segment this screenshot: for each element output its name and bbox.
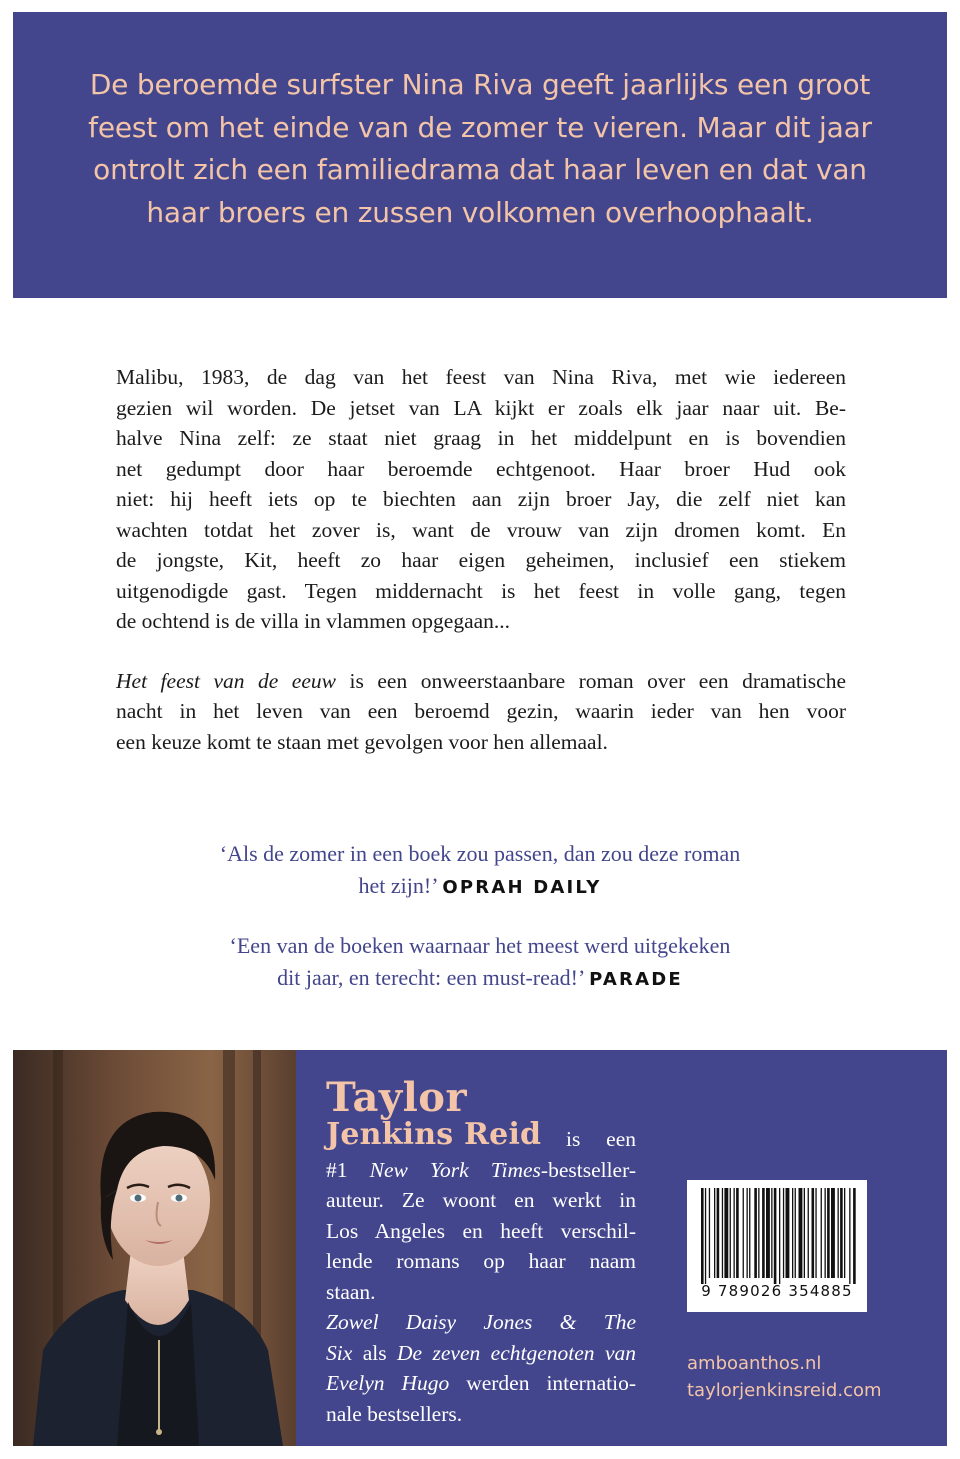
website-links: [687, 1350, 882, 1404]
bio-line: staan.: [326, 1279, 376, 1304]
author-bio: [326, 1124, 636, 1429]
quote-line: [0, 962, 960, 996]
author-first-name: Taylor: [326, 1074, 468, 1121]
blurb-text: is een onweerstaanbare roman over een dramatische: [336, 668, 847, 693]
tagline: [13, 64, 947, 234]
bio-line: is een: [566, 1127, 636, 1151]
tagline-line: haar broers en zussen volkomen overhoophaalt.: [146, 195, 814, 229]
blurb-line: de jongste, Kit, heeft zo haar eigen geheimen, inclusief een stiekem: [116, 548, 846, 572]
bio-italic: Zowel Daisy Jones & The: [326, 1310, 636, 1334]
author-portrait-image: [13, 1050, 296, 1446]
quote-source: OPRAH DAILY: [442, 877, 602, 898]
isbn-barcode: [687, 1180, 867, 1312]
bio-line: auteur. Ze woont en werkt in: [326, 1188, 636, 1212]
blurb-line: halve Nina zelf: ze staat niet graag in het middelpunt en is bovendien: [116, 426, 846, 450]
bio-italic: De zeven echtgenoten van: [397, 1340, 636, 1365]
bio-line: [326, 1338, 636, 1369]
bio-line: [326, 1307, 636, 1338]
blurb-line: nacht in het leven van een beroemd gezin, waarin ieder van hen voor: [116, 699, 846, 723]
author-last-name: Jenkins Reid: [326, 1117, 542, 1152]
bio-text: werden internatio-: [449, 1371, 636, 1395]
quote-text: het zijn!’: [358, 873, 437, 898]
blurb-line: niet: hij heeft iets op te biechten aan zijn broer Jay, die zelf niet kan: [116, 487, 846, 511]
bio-line: lende romans op haar naam: [326, 1249, 636, 1273]
bio-text: als: [352, 1340, 398, 1365]
bio-line: Los Angeles en heeft verschil-: [326, 1218, 636, 1243]
blurb-line: de ochtend is de villa in vlammen opgegaan...: [116, 609, 511, 633]
barcode-bars: [687, 1180, 867, 1284]
publisher-link[interactable]: amboanthos.nl: [687, 1353, 822, 1374]
tagline-line: ontrolt zich een familiedrama dat haar leven en dat van: [93, 153, 867, 186]
quote-text: dit jaar, en terecht: een must-read!’: [277, 965, 584, 990]
author-photo: [13, 1050, 296, 1446]
bio-italic: Six: [326, 1340, 353, 1365]
bio-italic: Evelyn Hugo: [326, 1371, 450, 1395]
blurb-line: een keuze komt te staan met gevolgen voor hen allemaal.: [116, 729, 608, 754]
bio-line: nale bestsellers.: [326, 1401, 463, 1426]
quote-line: ‘Een van de boeken waarnaar het meest werd uitgekeken: [229, 933, 731, 958]
review-quotes: [0, 838, 960, 996]
bio-line: [326, 1368, 636, 1399]
bio-text: #1: [326, 1157, 370, 1182]
bio-text: -bestseller-: [540, 1157, 636, 1182]
blurb-line: gezien wil worden. De jetset van LA kijkt er zoals elk jaar naar uit. Be-: [116, 395, 846, 420]
bio-italic: New York Times: [369, 1157, 541, 1182]
tagline-line: De beroemde surfster Nina Riva geeft jaarlijks een groot: [89, 68, 871, 101]
blurb-line: net gedumpt door haar beroemde echtgenoot. Haar broer Hud ook: [116, 456, 846, 481]
author-website-link[interactable]: taylorjenkinsreid.com: [687, 1380, 882, 1401]
bio-line: [326, 1155, 636, 1186]
quote-source: PARADE: [589, 969, 683, 990]
tagline-line: feest om het einde van de zomer te vieren. Maar dit jaar: [88, 110, 872, 144]
blurb-line: wachten totdat het zover is, want de vrouw van zijn dromen komt. En: [116, 517, 846, 542]
isbn-number: 9 789026 354885: [701, 1282, 853, 1300]
blurb-line: uitgenodigde gast. Tegen middernacht is het feest in volle gang, tegen: [116, 578, 846, 603]
quote-line: [0, 870, 960, 904]
blurb-line: Malibu, 1983, de dag van het feest van Nina Riva, met wie iedereen: [116, 365, 846, 389]
book-title: Het feest van de eeuw: [116, 668, 336, 693]
quote-line: ‘Als de zomer in een boek zou passen, dan zou deze roman: [219, 841, 741, 866]
blurb-line: [116, 666, 846, 697]
book-blurb: [116, 362, 846, 757]
